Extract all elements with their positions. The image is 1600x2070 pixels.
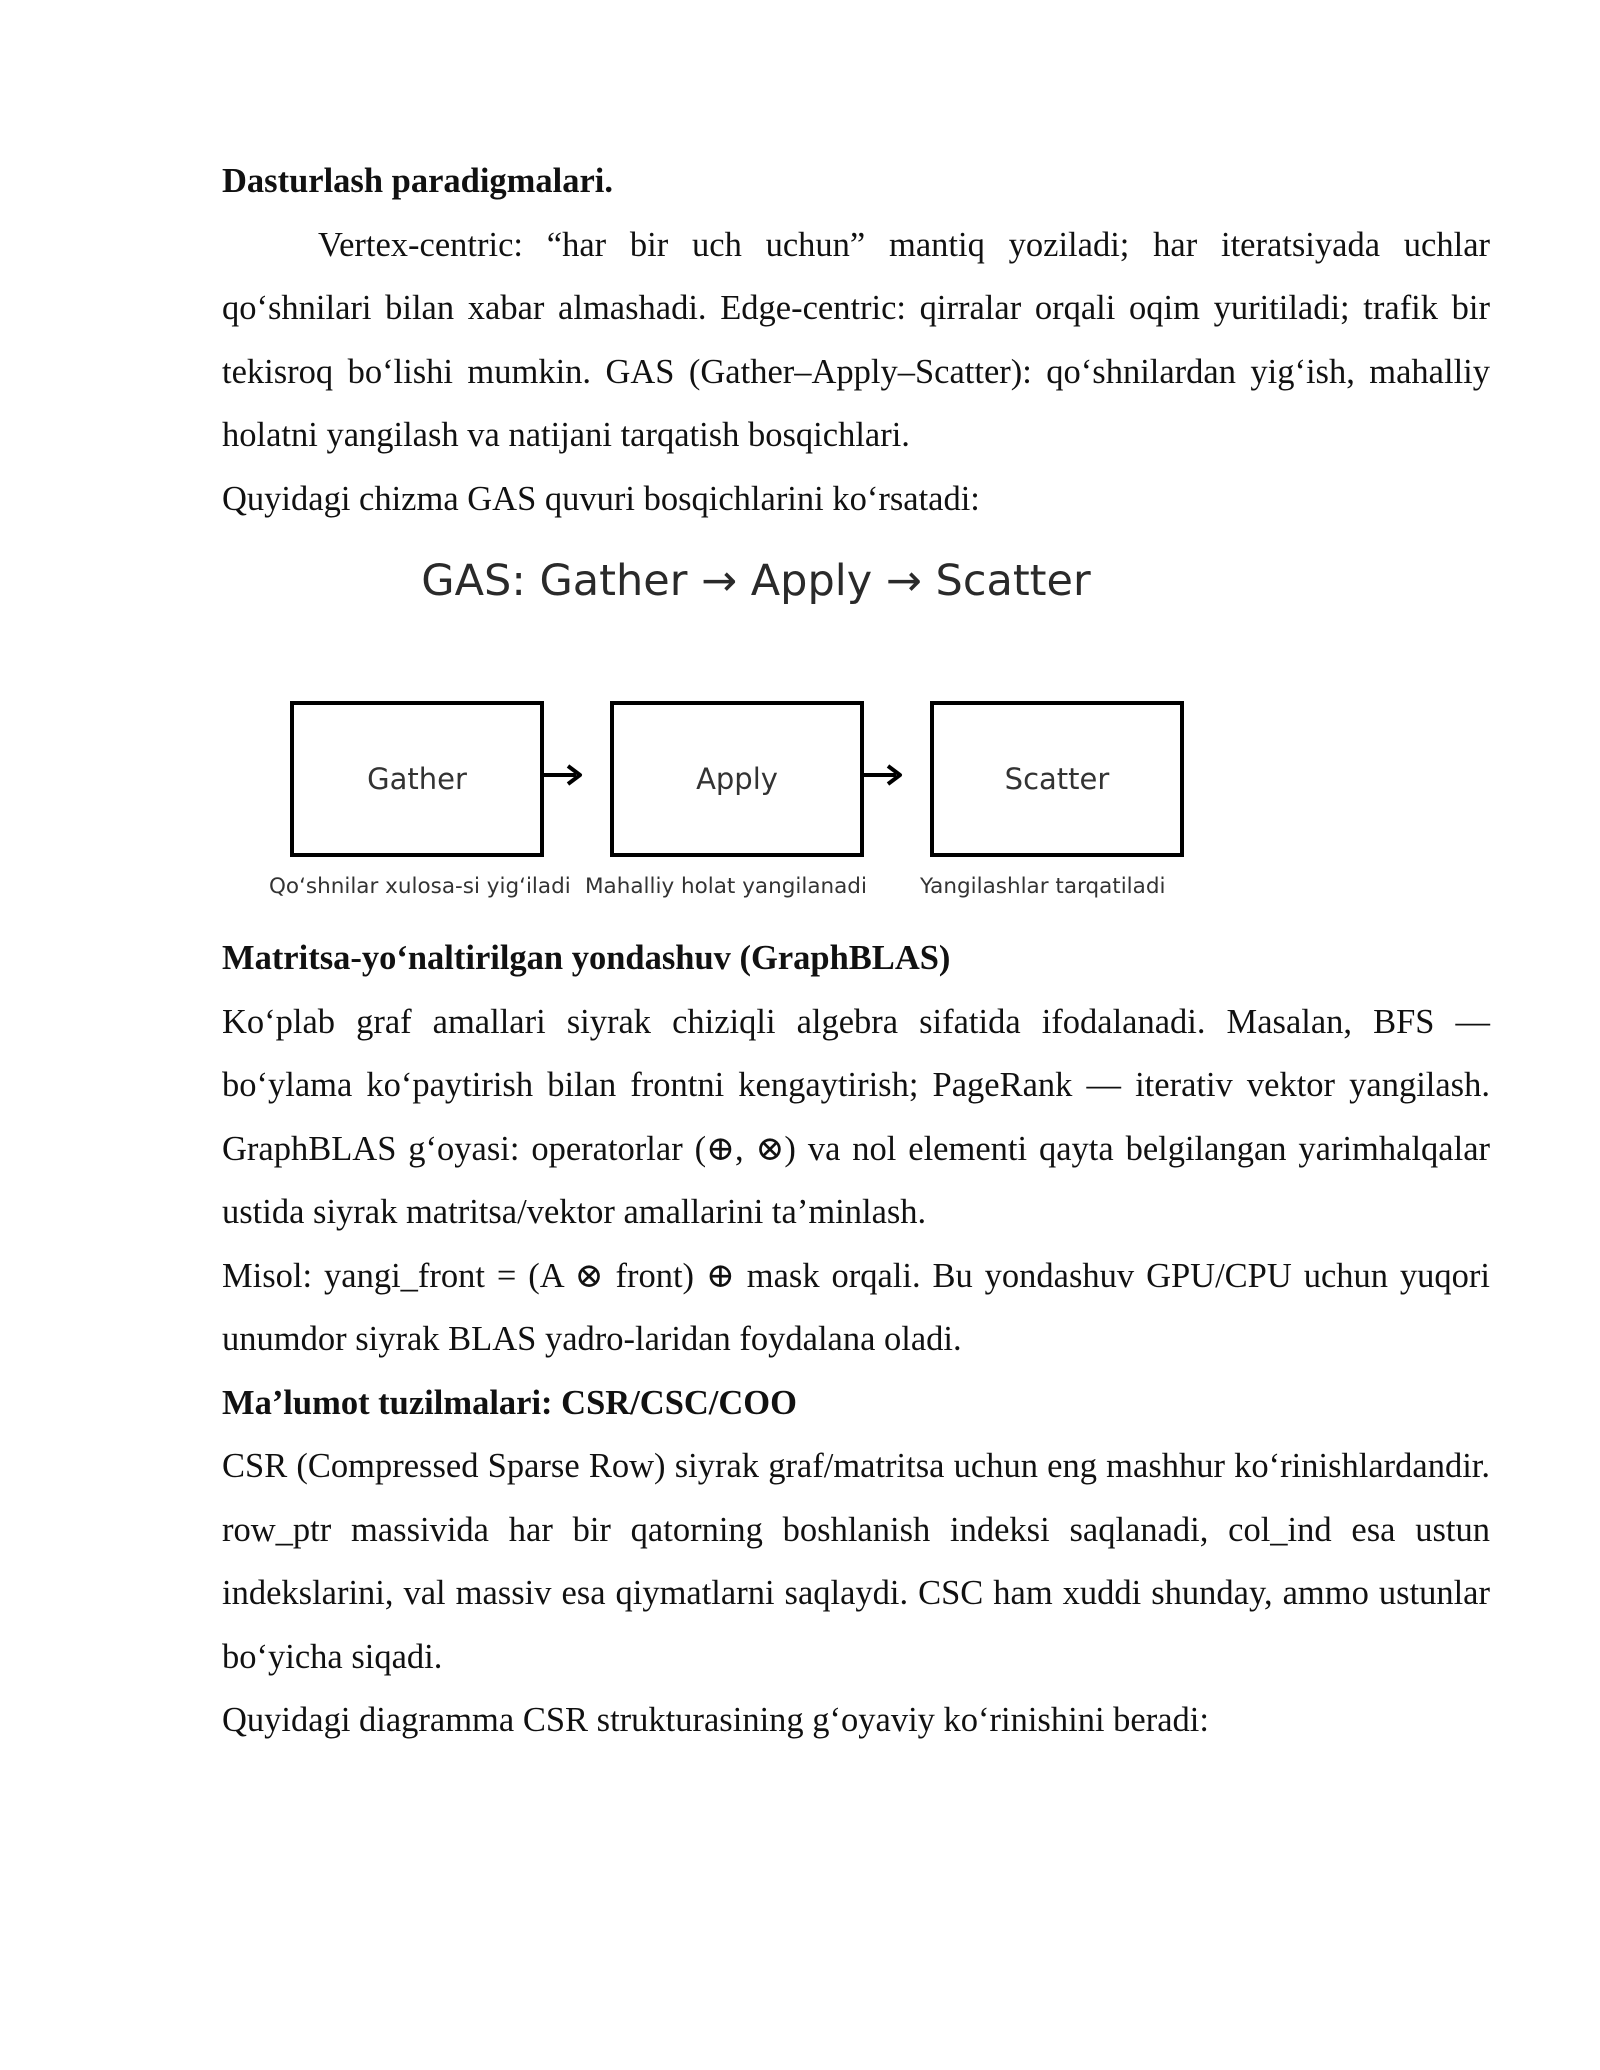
scatter-stage-label: Scatter <box>1004 762 1110 796</box>
scatter-stage-box <box>930 701 1184 857</box>
section-heading-paradigms: Dasturlash paradigmalari. <box>222 162 614 200</box>
arrow-right-icon <box>542 761 586 789</box>
gather-stage-label: Gather <box>367 762 467 796</box>
apply-stage-label: Apply <box>696 762 778 796</box>
apply-stage-caption: Mahalliy holat yangilanadi <box>585 874 867 899</box>
figure-intro-text: Quyidagi chizma GAS quvuri bosqichlarini ko‘rsatadi: <box>222 479 980 518</box>
arrow-right-icon <box>862 761 906 789</box>
document-body <box>222 150 1490 1753</box>
paragraph-paradigms: Vertex-centric: “har bir uch uchun” mantiq yoziladi; har iteratsiyada uchlar qo‘shnilari bilan xabar almashadi. Edge-centric: qirralar orqali oqim yuritiladi; trafik bir tekisroq bo‘lishi mumkin. GAS (Gather–Apply–Scatter): qo‘shnilardan yig‘ish, mahalliy holatni yangilash va natijani tarqatish bosqichlari. <box>222 225 1490 454</box>
gather-stage-box <box>290 701 544 857</box>
apply-stage-box <box>610 701 864 857</box>
section-heading-graphblas: Matritsa-yo‘naltirilgan yondashuv (GraphBLAS) <box>222 939 951 977</box>
paragraph-csr: CSR (Compressed Sparse Row) siyrak graf/matritsa uchun eng mashhur ko‘rinishlardandir. row_ptr massivida har bir qatorning boshlanish indeksi saqlanadi, col_ind esa ustun indekslarini, val massiv esa qiymatlarni saqlaydi. CSC ham xuddi shunday, ammo ustunlar bo‘yicha siqadi. <box>222 1447 1490 1676</box>
diagram-title: GAS: Gather → Apply → Scatter <box>421 556 1091 606</box>
paragraph-graphblas: Ko‘plab graf amallari siyrak chiziqli algebra sifatida ifodalanadi. Masalan, BFS — bo‘ylama ko‘paytirish bilan frontni kengaytirish; PageRank — iterativ vektor yangilash. GraphBLAS g‘oyasi: operatorlar (⊕, ⊗) va nol elementi qayta belgilangan yarimhalqalar ustida siyrak matritsa/vektor amallarini ta’minlash. <box>222 1002 1490 1231</box>
section-heading-data-structures: Ma’lumot tuzilmalari: CSR/CSC/COO <box>222 1383 797 1422</box>
paragraph-csr-intro: Quyidagi diagramma CSR strukturasining g‘oyaviy ko‘rinishini beradi: <box>222 1701 1209 1739</box>
paragraph-graphblas-example: Misol: yangi_front = (A ⊗ front) ⊕ mask orqali. Bu yondashuv GPU/CPU uchun yuqori unumdor siyrak BLAS yadro-laridan foydalana oladi. <box>222 1256 1490 1358</box>
gas-pipeline-diagram <box>222 531 1490 927</box>
scatter-stage-caption: Yangilashlar tarqatiladi <box>920 874 1166 899</box>
gather-stage-caption: Qo‘shnilar xulosa-si yig‘iladi <box>269 874 571 899</box>
